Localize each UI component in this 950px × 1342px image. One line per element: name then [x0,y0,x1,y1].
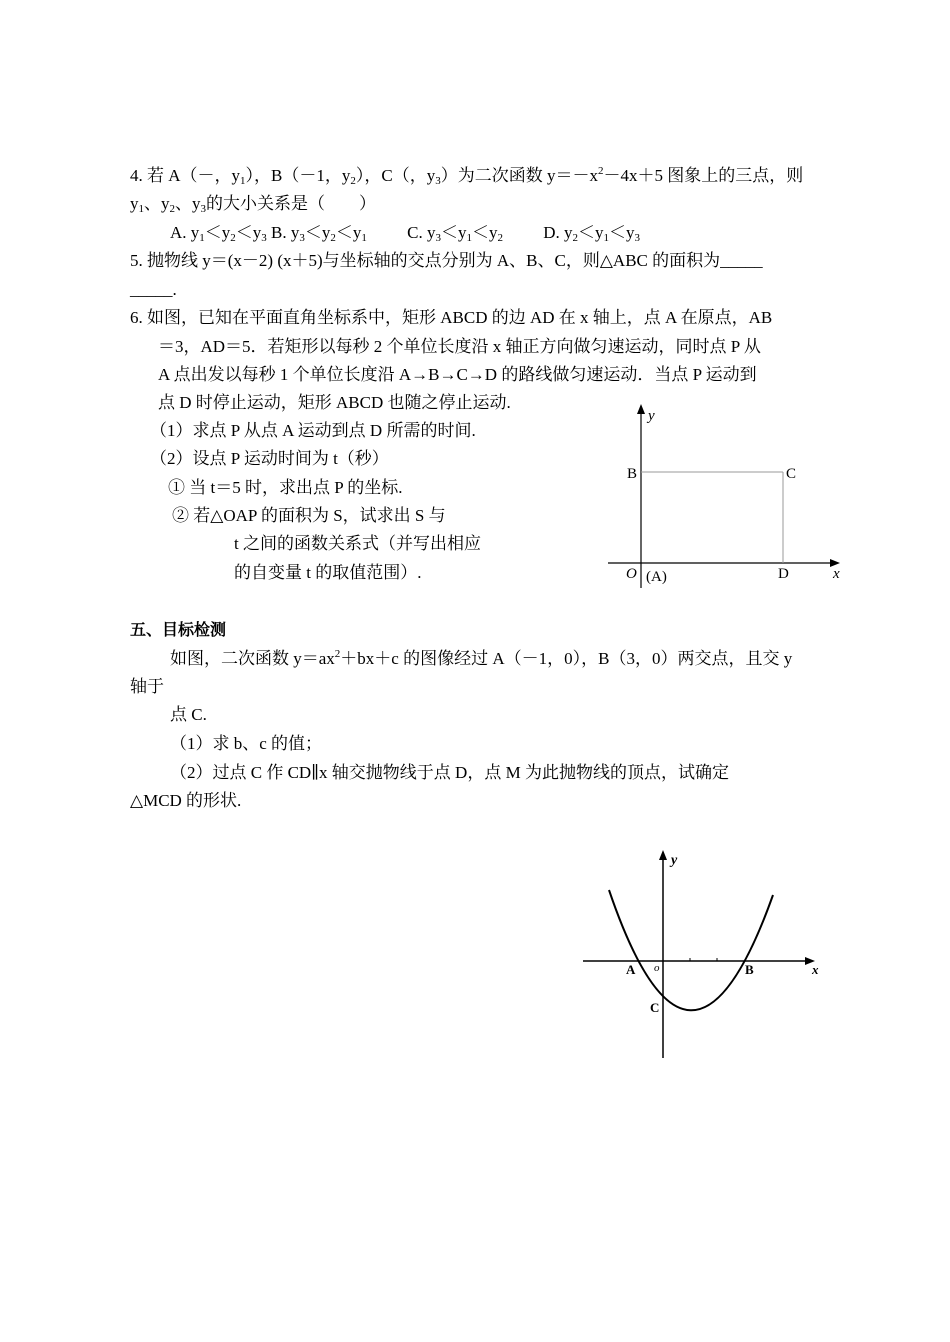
q6-rectangle-figure [600,400,850,595]
q6-y-arrow [637,404,645,414]
q6-label-y: y [648,408,655,424]
q4-option-c: C. $y_3<y_1<y_2$ [407,223,503,244]
q4-options [170,222,640,244]
q6-label-a: (A) [646,569,667,585]
parabola-curve [609,890,773,1010]
parabola-label-a: A [626,962,636,977]
q6-label-c: C [786,466,797,482]
section5-sub1: （1）求 b、c 的值； [170,734,323,753]
q6-line3: A 点出发以每秒 1 个单位长度沿 A→B→C→D 的路线做匀速运动．当点 P 运动到 [158,365,757,384]
section5-title: 五、目标检测 [130,620,227,639]
q6-sub1: （1）求点 P 从点 A 运动到点 D 所需的时间. [150,421,476,440]
parabola-label-o: o [654,962,660,974]
q4-option-a: A. $y_1<y_2<y_3$ [170,223,267,244]
q6-sub2b-line2: t 之间的函数关系式（并写出相应 [234,534,481,553]
parabola-label-c: C [650,1000,660,1015]
q6-label-d: D [778,566,789,582]
q5-line1: 5. 抛物线 y＝(x－2) (x＋5)与坐标轴的交点分别为 A、B、C，则△ABC 的面积为_____ [130,251,763,270]
q6-line1: 6. 如图，已知在平面直角坐标系中，矩形 ABCD 的边 AD 在 x 轴上，点 A 在原点，AB [130,308,773,327]
q5-line2: _____. [130,280,177,299]
q6-label-b: B [627,466,638,482]
q6-sub2b: ② 若△OAP 的面积为 S，试求出 S 与 [172,506,446,525]
q6-sub2a: ① 当 t＝5 时，求出点 P 的坐标. [168,478,403,497]
q6-line4: 点 D 时停止运动，矩形 ABCD 也随之停止运动. [158,393,511,412]
q6-label-o: O [626,566,637,582]
q6-sub2: （2）设点 P 运动时间为 t（秒） [150,449,389,468]
section5-line1: 如图，二次函数 $y=ax^2+bx+c$ 的图像经过 A（－1，0），B（3，0）两交点，且交 y [170,648,793,668]
parabola-label-x: x [812,962,819,977]
q4-line1: 4. 若 A（－，$y_1$），B（－1，$y_2$），C（，$y_3$）为二次函数 $y=-x^2-4x+5$ 图象上的三点，则 [130,165,804,187]
q6-line2: ＝3，AD＝5．若矩形以每秒 2 个单位长度沿 x 轴正方向做匀速运动，同时点 P 从 [158,337,761,356]
parabola-y-arrow [659,850,667,860]
parabola-label-y: y [671,853,678,868]
parabola-label-b: B [745,962,754,977]
section5-line3: 点 C. [170,705,207,724]
section5-sub2-line2: △MCD 的形状. [130,791,242,810]
q4-option-d: D. $y_2<y_1<y_3$ [543,223,640,244]
q4-option-b: B. $y_3<y_2<y_1$ [271,223,367,244]
section5-line2: 轴于 [130,677,164,696]
q6-sub2b-line3: 的自变量 t 的取值范围）. [234,563,422,582]
q4-line2: $y_1$、$y_2$、$y_3$的大小关系是（ ） [130,194,376,215]
q6-label-x: x [833,566,840,582]
section5-sub2: （2）过点 C 作 CD∥x 轴交抛物线于点 D，点 M 为此抛物线的顶点，试确定 [170,763,729,782]
parabola-figure [575,840,835,1065]
